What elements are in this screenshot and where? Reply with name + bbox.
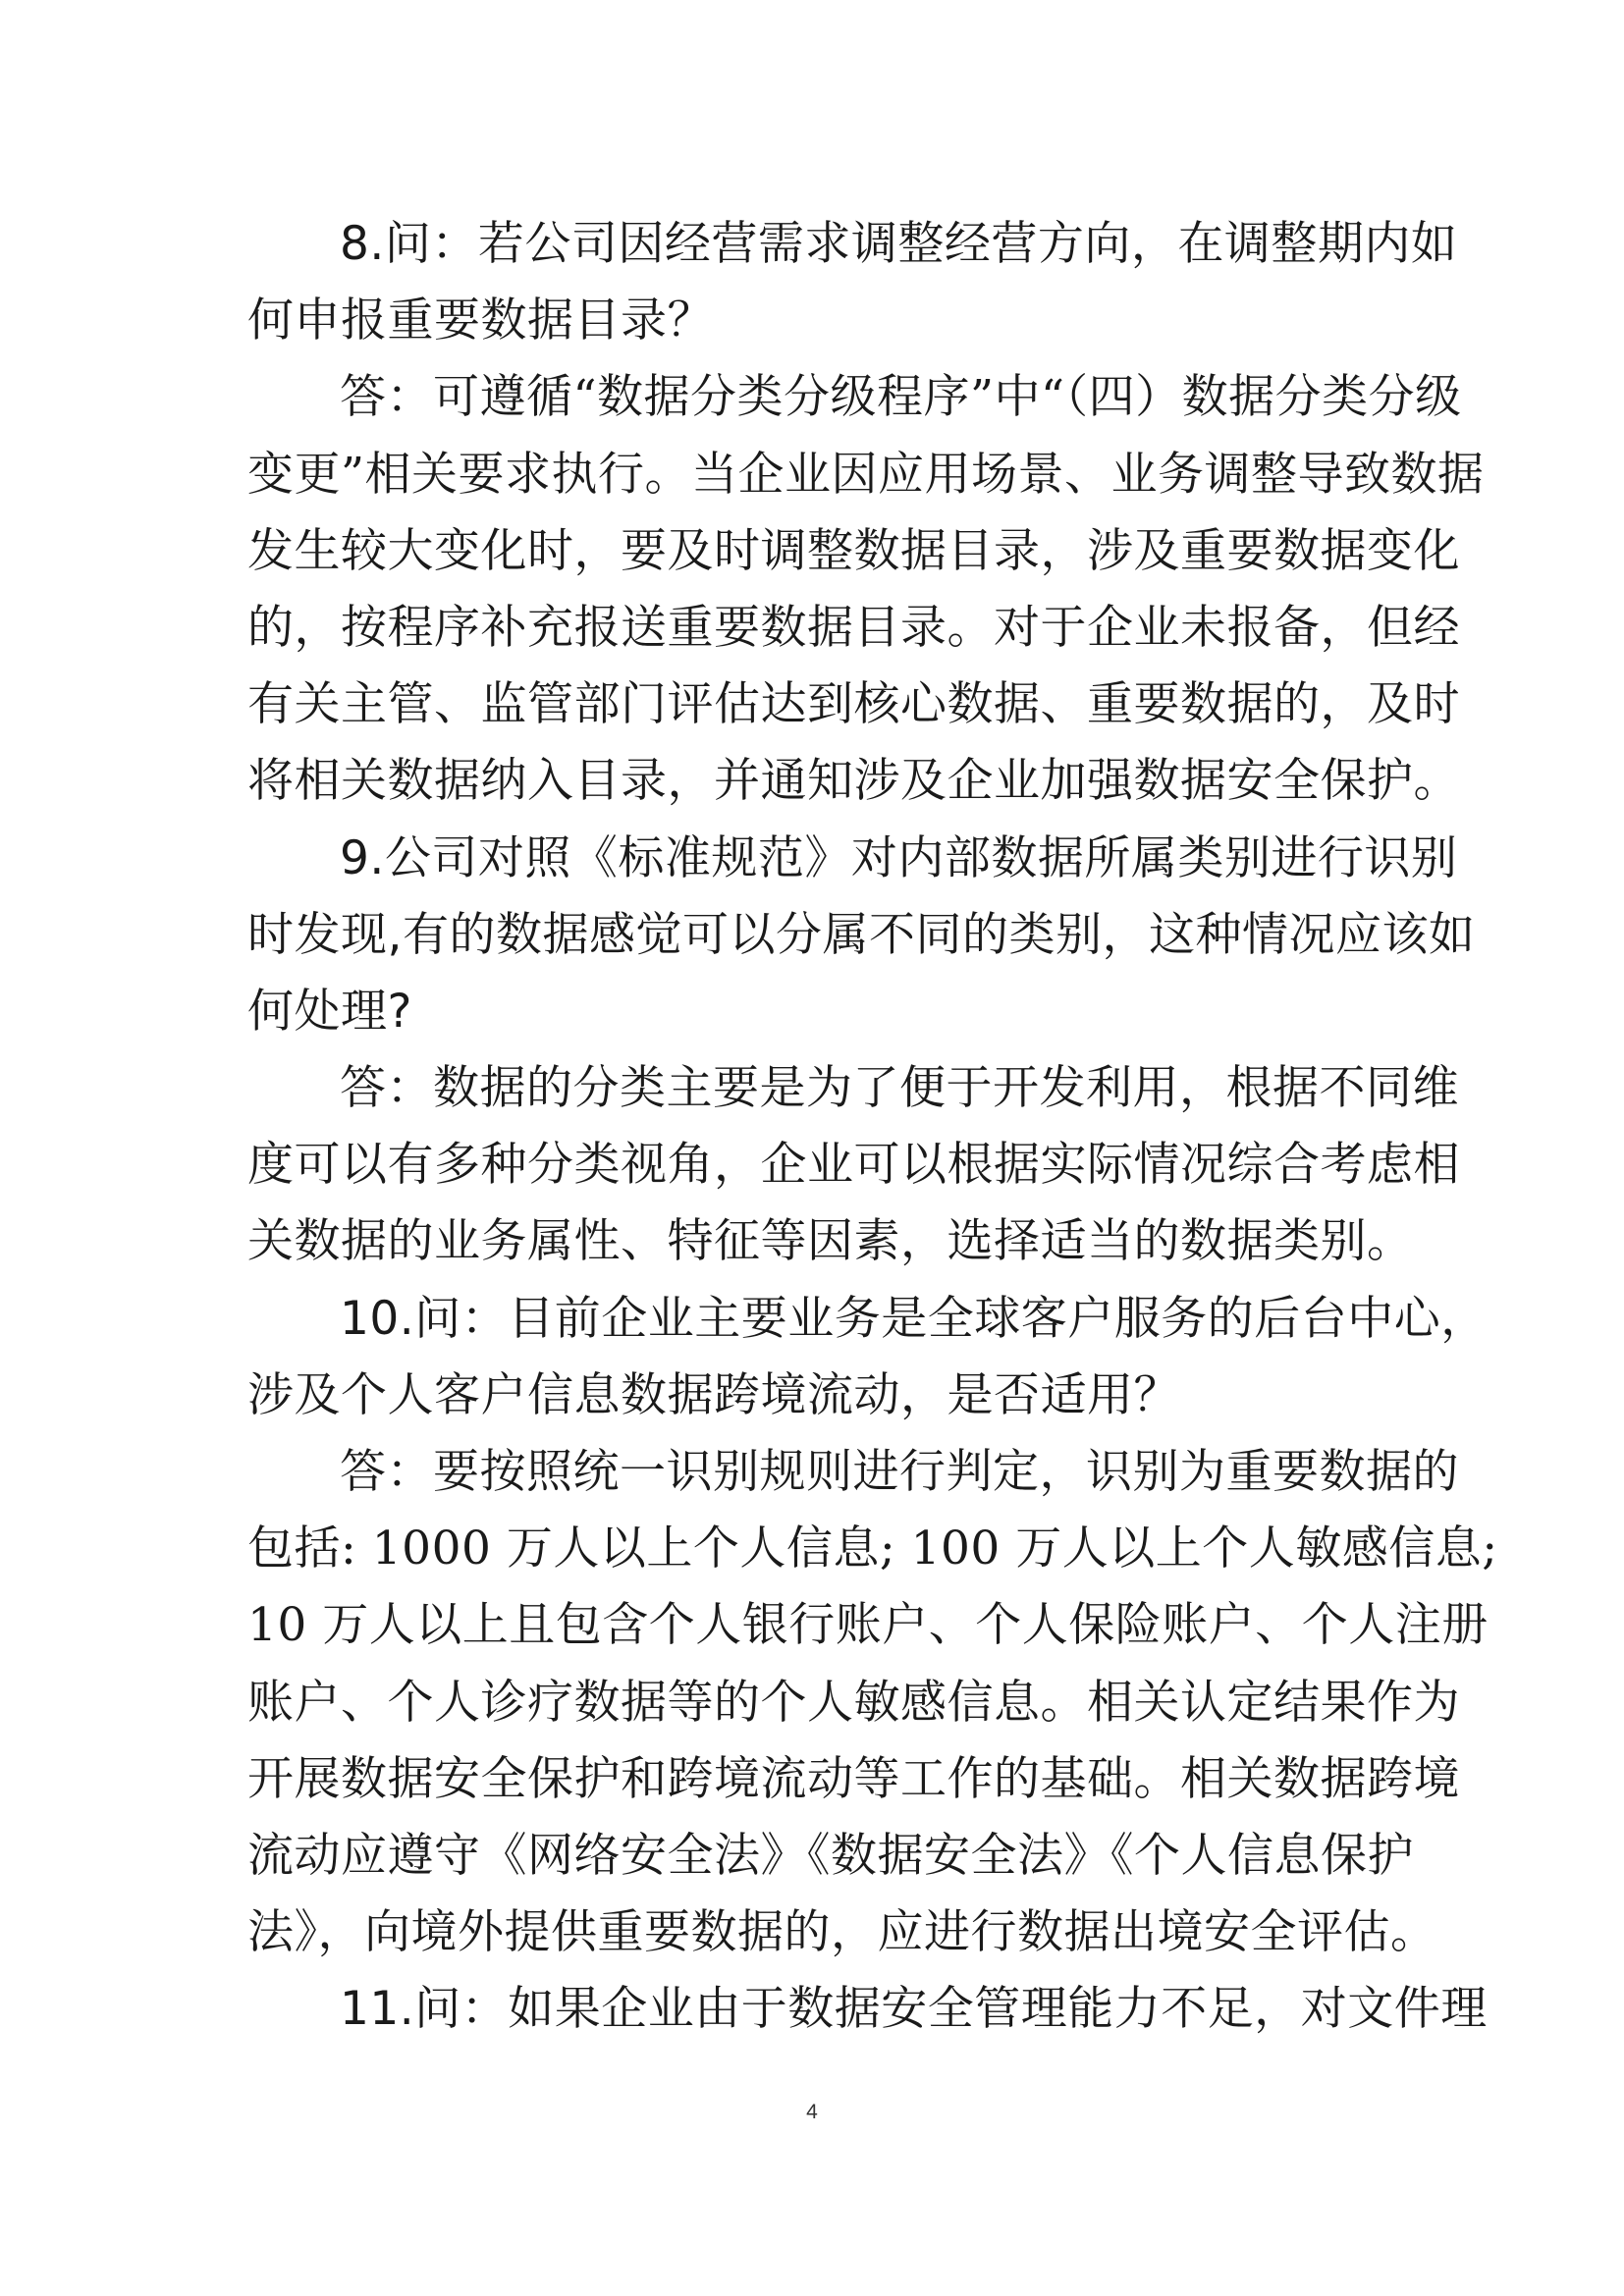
text-line: 流动应遵守《网络安全法》《数据安全法》《个人信息保护 — [247, 1828, 1414, 1883]
text-line: 将相关数据纳入目录，并通知涉及企业加强数据安全保护。 — [247, 754, 1460, 809]
question-8 — [247, 206, 1458, 359]
text-line: 包括: 1000 万人以上个人信息; 100 万人以上个人敏感信息; — [247, 1522, 1498, 1576]
question-10 — [247, 1281, 1488, 1434]
text-line: 账户、个人诊疗数据等的个人敏感信息。相关认定结果作为 — [247, 1675, 1460, 1730]
answer-10 — [247, 1434, 1498, 1971]
text-line: 答：要按照统一识别规则进行判定，识别为重要数据的 — [340, 1445, 1459, 1499]
text-line: 的，按程序补充报送重要数据目录。对于企业未报备，但经 — [247, 600, 1460, 655]
page-number: 4 — [806, 2101, 818, 2123]
question-11 — [247, 1971, 1488, 2048]
text-line: 10.问：目前企业主要业务是全球客户服务的后台中心， — [340, 1291, 1488, 1346]
text-line: 涉及个人客户信息数据跨境流动，是否适用？ — [247, 1367, 1180, 1422]
text-line: 法》，向境外提供重要数据的，应进行数据出境安全评估。 — [247, 1905, 1437, 1960]
text-line: 答：可遵循“数据分类分级程序”中“（四）数据分类分级 — [340, 370, 1462, 425]
text-line: 何处理? — [247, 984, 412, 1039]
text-line: 时发现,有的数据感觉可以分属不同的类别，这种情况应该如 — [247, 907, 1476, 962]
document-body — [247, 206, 1498, 2049]
text-line: 8.问：若公司因经营需求调整经营方向，在调整期内如 — [340, 217, 1458, 271]
text-line: 11.问：如果企业由于数据安全管理能力不足，对文件理 — [340, 1982, 1488, 2037]
text-line: 10 万人以上且包含个人银行账户、个人保险账户、个人注册 — [247, 1598, 1489, 1653]
text-line: 有关主管、监管部门评估达到核心数据、重要数据的，及时 — [247, 677, 1460, 732]
text-line: 发生较大变化时，要及时调整数据目录，涉及重要数据变化 — [247, 523, 1460, 578]
question-9 — [247, 821, 1476, 1051]
text-line: 9.公司对照《标准规范》对内部数据所属类别进行识别 — [340, 830, 1458, 885]
answer-8 — [247, 359, 1485, 820]
text-line: 开展数据安全保护和跨境流动等工作的基础。相关数据跨境 — [247, 1751, 1460, 1806]
answer-9 — [247, 1050, 1460, 1281]
text-line: 答：数据的分类主要是为了便于开发利用，根据不同维 — [340, 1061, 1459, 1116]
text-line: 变更”相关要求执行。当企业因应用场景、业务调整导致数据 — [247, 447, 1485, 502]
text-line: 度可以有多种分类视角，企业可以根据实际情况综合考虑相 — [247, 1138, 1460, 1193]
text-line: 关数据的业务属性、特征等因素，选择适当的数据类别。 — [247, 1214, 1414, 1269]
text-line: 何申报重要数据目录？ — [247, 294, 714, 348]
